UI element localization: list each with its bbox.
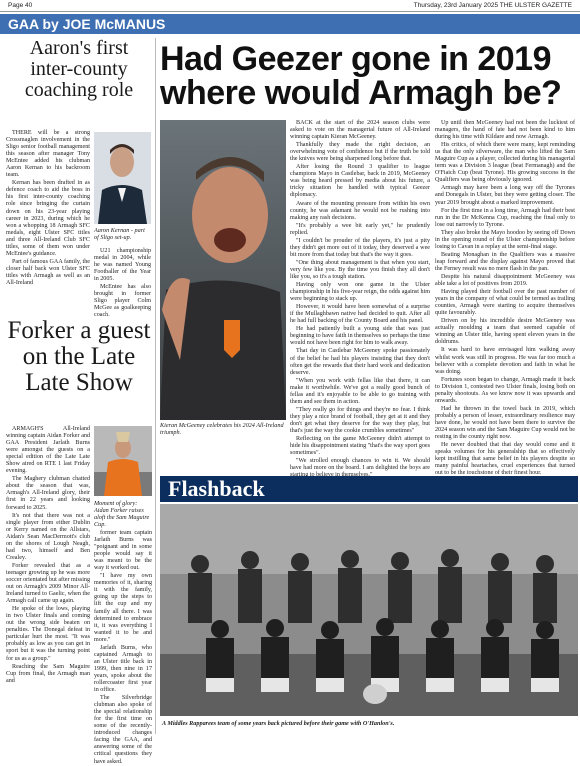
trophy-celebration-image xyxy=(94,426,152,496)
paragraph: BACK at the start of the 2024 season clubs were asked to vote on the managerial future of All-Ireland winning captain Kieran McGeeney. xyxy=(290,120,430,141)
paragraph: ARMAGH'S All-Ireland winning captain Aidan Forker and GAA President Jarlath Burns were amongst the guests on a special edition of the Late Late Show aired on RTE 1 last Friday evening. xyxy=(6,426,90,475)
page-number: Page 40 xyxy=(8,2,33,9)
paragraph: They also broke the Mayo hoodoo by seeing off Down in the opening round of the Ulster championship before losing to Cavan in a replay at the semi-final stage. xyxy=(435,229,575,250)
paragraph: "They really go for things and they're no fear. I think they play a nice brand of football, they get at it and they don't get what they deserve for the way they play, but that's just the way the cookie crumbles sometimes" xyxy=(290,406,430,434)
page-header xyxy=(0,0,580,12)
paragraph: Despite his natural disappointment McGeeney was able take a lot of positives from 2019. xyxy=(435,273,575,288)
aidan-forker-photo xyxy=(94,426,152,496)
paragraph: The Maghery clubman chatted about the season that was, Armagh's All-Ireland glory, their first in 22 years and looking forward to 2025. xyxy=(6,476,90,511)
mcgeeney-photo xyxy=(160,120,286,420)
paragraph: THERE will be a strong Crossmaglen involvement in the Sligo senior football management this season after manager Tony McEntee added his clubman Aaron Kernan to his backroom team. xyxy=(6,130,90,179)
forker-column-2 xyxy=(94,530,152,765)
dateline: Thursday, 23rd January 2025 THE ULSTER GAZETTE xyxy=(413,2,572,9)
paragraph: Part of famous GAA family, the closer half back won Ulster SFC titles with Armagh as well as an All-Ireland xyxy=(6,258,90,286)
paragraph: His critics, of which there were many, kept reminding us that the only silverware, the man who lifted the Sam Maguire Cup as a player, collected during his managerial term was a Division 3 league (beat Fermanagh) and the O'Fiaich Cup (beat Tyrone). His growing success in the Qualifiers was being obviously ignored. xyxy=(435,142,575,184)
paragraph: Aware of the mounting pressure from within his own county, he was adamant he would not be rushing into making any rash decisions. xyxy=(290,200,430,221)
paragraph: Armagh may have been a long way off the Tyrones and Donegals in Ulster, but they were getting closer. The year 2019 brought about a marked improvement. xyxy=(435,185,575,206)
paragraph: It's not that there was not a single player from either Dublin or Kerry named on the Allstars, Aidan's Sean MacDermott's club on the shores of Lough Neagh, had two, himself and Ben Crealey. xyxy=(6,512,90,561)
paragraph: It was hard to have envisaged him walking away whilst work was still in progress. He was far too much a believer with a complete devotion and faith in what he was doing. xyxy=(435,347,575,375)
flashback-caption: A Middles Rapparees team of some years back pictured before their game with O'Hanlon's. xyxy=(162,720,395,727)
paragraph: However, it would have been somewhat of a surprise if the Mullaghbawn native had decided to quit. After all he had full backing of the County Board and his panel. xyxy=(290,304,430,325)
main-column-2 xyxy=(435,120,575,477)
team-photo xyxy=(160,504,578,716)
portrait-image xyxy=(94,132,151,224)
paragraph: U21 championship medal in 2004, while he was named Young Footballer of the Year in 2005. xyxy=(94,248,151,283)
paragraph: After losing the Round 3 qualifier to league champions Mayo in Castlebar, back in 2019, McGeeney was being heard pressed by media about his future, a tricky situation he handled with typical Geezer diplomacy. xyxy=(290,164,430,199)
celebration-image xyxy=(160,120,286,420)
aaron-headline: Aaron's first inter-county coaching role xyxy=(24,37,134,101)
paragraph: "We strolled enough chances to win it. We should have had more on the board. I am delighted the boys are xyxy=(290,458,430,472)
paragraph: Reaching the Sam Maguire Cup from final, the Armagh man and xyxy=(6,663,90,684)
paragraph: Forker revealed that as a teenager growing up he was more soccer orientated but after missing out on Armagh's 2009 Minor All-Ireland turned to Gaelic, when the Armagh call came up again. xyxy=(6,562,90,605)
paragraph: He spoke of the lows, playing in two Ulster finals and coming out the wrong side beaten on penalties. The Donegal defeat in particular hurt the most. "It was probably as low as you can get in sport but it was the turning point for us as a group." xyxy=(6,606,90,662)
aaron-column-2 xyxy=(94,248,151,319)
paragraph: Up until then McGeeney had not been the luckiest of managers, the hand of fate had not been kind to him during his time with Kildare and now Armagh. xyxy=(435,120,575,141)
paragraph: "I have my own memories of it, sharing it with the family, going up the steps to lift the cup and my family all there. I was determined to embrace it, it was everything I wanted it to be and more." xyxy=(94,573,152,643)
paragraph: McEntee has also brought in former Sligo player Colm McGee as goalkeeping coach. xyxy=(94,284,151,319)
paragraph: Thankfully they made the right decision, an overwhelming vote of confidence but if the truth be told the knives were being sharpened long before that. xyxy=(290,142,430,163)
paragraph: Fortunes soon began to change, Armagh made it back to Division 1, contested two Ulster finals, losing both on penalty shootouts. As we know now it was upwards and onwards. xyxy=(435,376,575,404)
paragraph: Reflecting on the game McGeeney didn't attempt to hide his disappointment stating "that's the way sport goes sometimes". xyxy=(290,436,430,457)
paragraph: That day in Castlebar McGeeney spoke passionately of the belief he had his players insisting that they don't often get the rewards that their hard work and dedication deserve. xyxy=(290,348,430,376)
paragraph: Jarlath Burns, who captained Armagh to an Ulster title back in 1999, then nine in 17 years, spoke about the rollercoaster first year in office. xyxy=(94,644,152,694)
flashback-title: Flashback xyxy=(160,476,578,502)
forker-column-1 xyxy=(6,426,90,734)
main-headline: Had Geezer gone in 2019 where would Armagh be? xyxy=(160,40,562,112)
paragraph: He had patiently built a young side that was just beginning to have faith in themselves so perhaps the time would not have been right for him to walk away. xyxy=(290,326,430,347)
team-group-image xyxy=(160,504,578,716)
paragraph: He never doubted that that day would come and it speaks volumes for his generalship that so effectively kept instilling that same belief in his players despite so many painful heartaches, cruel experiences that turned out to be the touchstone of their finest hour. xyxy=(435,442,575,477)
paragraph: The Silverbridge clubman also spoke of the special relationship for the first time on some of the recently-introduced changes facing the GAA, and answering some of the critical questions they have asked. xyxy=(94,695,152,765)
main-column-1 xyxy=(290,120,430,470)
paragraph: For the first time in a long time, Armagh had their best run in the Dr McKenna Cup, reaching the final only to lose out narrowly to Tyrone. xyxy=(435,207,575,228)
paragraph: Had he thrown in the towel back in 2019, which probably a person of lesser, extraordinary resilience may have done, he would not have been there to survive the 2024 season win and the Sam Maguire Cup would not be resting in the county right now. xyxy=(435,405,575,441)
aaron-column-1 xyxy=(6,130,90,316)
paragraph: "When you work with fellas like that there, it can make it worthwhile. We've got a really good bunch of fellas and it's enjoyable to be able to go training with them and see them in action. xyxy=(290,377,430,405)
forker-caption: Moment of glory: Aidan Forker raises aloft the Sam Maguire Cup. xyxy=(94,500,150,528)
paragraph: Having only won one game in the Ulster championship in his five-year reign, the odds against him were beginning to stack up. xyxy=(290,282,430,303)
paragraph: former team captain Jarlath Burns was "poignant and in some people would say it was meant to be the way it worked out. xyxy=(94,530,152,572)
paragraph: Beating Monaghan in the Qualifiers was a massive leap forward and the display against Mayo proved that the Ferney result was no mere flash in the pan. xyxy=(435,251,575,272)
aaron-kernan-photo xyxy=(94,132,151,224)
mcgeeney-caption: Kieran McGeeney celebrates his 2024 All-Ireland triumph. xyxy=(160,422,284,436)
paragraph: "It's probably a wee bit early yet," he prudently replied. xyxy=(290,222,430,236)
forker-headline: Forker a guest on the Late Late Show xyxy=(7,317,151,396)
paragraph: Having played their football over the past number of years in the company of what could be termed as trailing counties, Armagh were starting to acquire themselves quite favourably. xyxy=(435,289,575,317)
paragraph: "One thing about management is that when you start, very few like you. By the time you finish they all don't like you, so it's a tough station. xyxy=(290,259,430,280)
paragraph: "I couldn't be prouder of the players, it's just a pity they didn't get more out of it today, they deserved a wee bit more from that today but that's the way it goes. xyxy=(290,237,430,258)
paragraph: Kernan has been drafted in as defence coach to aid the boss in his first inter-county coaching role since bringing the curtain down on his 23-year playing career in 2023, during which he won a whopping 18 Armagh SFC medals, eight Ulster SFC titles and three All-Ireland Club SFC titles, some of them won under McEntee's guidance. xyxy=(6,180,90,257)
column-divider xyxy=(155,38,156,734)
paragraph: Driven on by his incredible desire McGeeney was actually moulding a team that seemed capable of winning an Ulster title, having spent eleven years in the doldrums. xyxy=(435,318,575,346)
column-byline: GAA by JOE McMANUS xyxy=(0,14,580,34)
aaron-caption: Aaron Kernan - part of Sligo set-up. xyxy=(94,227,145,241)
